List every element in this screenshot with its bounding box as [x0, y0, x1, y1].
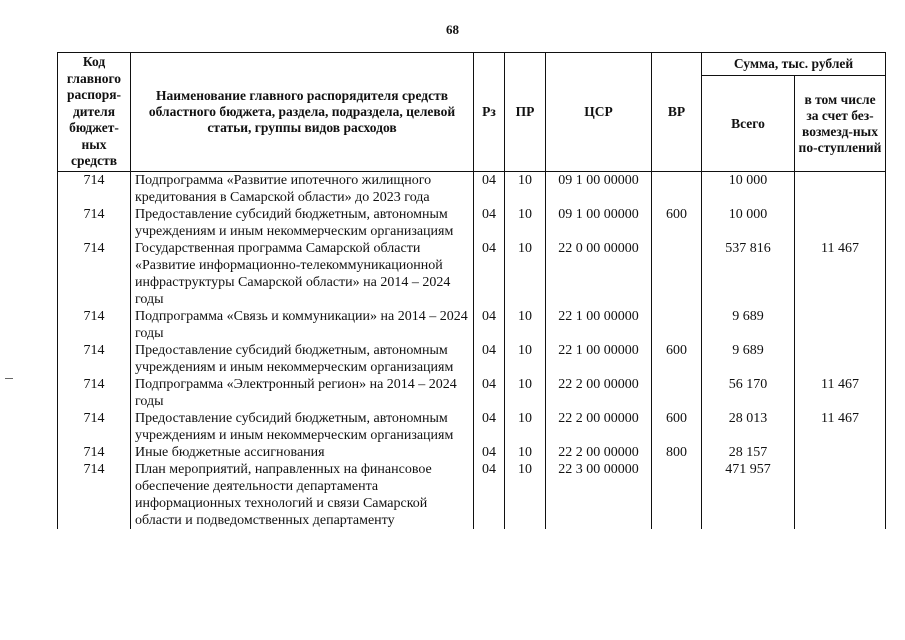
cell-csr: 22 1 00 00000 — [546, 342, 652, 376]
cell-total: 471 957 — [702, 461, 795, 529]
table-row — [58, 410, 886, 444]
cell-pr: 10 — [505, 308, 546, 342]
cell-code: 714 — [58, 172, 131, 207]
cell-incl — [795, 172, 886, 207]
table-row — [58, 308, 886, 342]
header-name: Наименование главного распорядителя средств областного бюджета, раздела, подраздела, целевой статьи, группы видов расходов — [131, 53, 474, 172]
header-pr: ПР — [505, 53, 546, 172]
cell-csr: 22 2 00 00000 — [546, 410, 652, 444]
cell-rz: 04 — [474, 461, 505, 529]
cell-incl — [795, 461, 886, 529]
cell-pr: 10 — [505, 240, 546, 308]
cell-code: 714 — [58, 461, 131, 529]
cell-rz: 04 — [474, 444, 505, 461]
cell-pr: 10 — [505, 206, 546, 240]
table-row — [58, 461, 886, 529]
budget-table — [57, 52, 886, 529]
header-incl: в том числе за счет без-возмезд-ных по-ступлений — [795, 76, 886, 172]
cell-csr: 22 0 00 00000 — [546, 240, 652, 308]
cell-pr: 10 — [505, 172, 546, 207]
cell-name: Предоставление субсидий бюджетным, автономным учреждениям и иным некоммерческим организациям — [131, 206, 474, 240]
cell-incl — [795, 308, 886, 342]
cell-rz: 04 — [474, 172, 505, 207]
cell-code: 714 — [58, 444, 131, 461]
cell-rz: 04 — [474, 308, 505, 342]
cell-name: Иные бюджетные ассигнования — [131, 444, 474, 461]
cell-name: Подпрограмма «Электронный регион» на 2014 – 2024 годы — [131, 376, 474, 410]
cell-incl — [795, 342, 886, 376]
cell-incl — [795, 444, 886, 461]
cell-rz: 04 — [474, 410, 505, 444]
cell-csr: 09 1 00 00000 — [546, 172, 652, 207]
cell-csr: 22 1 00 00000 — [546, 308, 652, 342]
header-code: Код главного распоря-дителя бюджет-ных средств — [58, 53, 131, 172]
cell-vr — [652, 461, 702, 529]
cell-vr: 800 — [652, 444, 702, 461]
header-total: Всего — [702, 76, 795, 172]
cell-total: 9 689 — [702, 308, 795, 342]
header-vr: ВР — [652, 53, 702, 172]
cell-pr: 10 — [505, 376, 546, 410]
cell-code: 714 — [58, 240, 131, 308]
cell-vr — [652, 172, 702, 207]
cell-vr: 600 — [652, 206, 702, 240]
cell-csr: 22 2 00 00000 — [546, 444, 652, 461]
header-csr: ЦСР — [546, 53, 652, 172]
cell-total: 10 000 — [702, 172, 795, 207]
header-sum: Сумма, тыс. рублей — [702, 53, 886, 76]
cell-code: 714 — [58, 410, 131, 444]
cell-code: 714 — [58, 308, 131, 342]
cell-total: 10 000 — [702, 206, 795, 240]
table-body — [58, 172, 886, 530]
cell-csr: 22 3 00 00000 — [546, 461, 652, 529]
cell-code: 714 — [58, 342, 131, 376]
cell-name: Подпрограмма «Развитие ипотечного жилищного кредитования в Самарской области» до 2023 года — [131, 172, 474, 207]
cell-incl: 11 467 — [795, 240, 886, 308]
cell-vr: 600 — [652, 410, 702, 444]
cell-rz: 04 — [474, 342, 505, 376]
table-row — [58, 172, 886, 207]
cell-incl: 11 467 — [795, 410, 886, 444]
cell-total: 28 157 — [702, 444, 795, 461]
margin-mark — [5, 378, 13, 379]
table-row — [58, 444, 886, 461]
cell-pr: 10 — [505, 461, 546, 529]
cell-rz: 04 — [474, 376, 505, 410]
cell-vr — [652, 240, 702, 308]
cell-code: 714 — [58, 206, 131, 240]
cell-csr: 22 2 00 00000 — [546, 376, 652, 410]
table-row — [58, 376, 886, 410]
table-row — [58, 240, 886, 308]
table-row — [58, 206, 886, 240]
cell-name: Подпрограмма «Связь и коммуникации» на 2014 – 2024 годы — [131, 308, 474, 342]
cell-code: 714 — [58, 376, 131, 410]
cell-vr — [652, 308, 702, 342]
cell-rz: 04 — [474, 206, 505, 240]
cell-incl — [795, 206, 886, 240]
cell-pr: 10 — [505, 444, 546, 461]
cell-pr: 10 — [505, 410, 546, 444]
cell-vr — [652, 376, 702, 410]
cell-name: Предоставление субсидий бюджетным, автономным учреждениям и иным некоммерческим организациям — [131, 410, 474, 444]
cell-total: 28 013 — [702, 410, 795, 444]
table-row — [58, 342, 886, 376]
header-rz: Рз — [474, 53, 505, 172]
cell-name: Предоставление субсидий бюджетным, автономным учреждениям и иным некоммерческим организациям — [131, 342, 474, 376]
cell-rz: 04 — [474, 240, 505, 308]
cell-name: Государственная программа Самарской области «Развитие информационно-телекоммуникационной инфраструктуры Самарской области» на 2014 – 2024 годы — [131, 240, 474, 308]
cell-incl: 11 467 — [795, 376, 886, 410]
cell-total: 9 689 — [702, 342, 795, 376]
cell-name: План мероприятий, направленных на финансовое обеспечение деятельности департамента информационных технологий и связи Самарской области и подведомственных департаменту — [131, 461, 474, 529]
page-number: 68 — [446, 22, 459, 37]
cell-csr: 09 1 00 00000 — [546, 206, 652, 240]
cell-vr: 600 — [652, 342, 702, 376]
cell-total: 537 816 — [702, 240, 795, 308]
cell-total: 56 170 — [702, 376, 795, 410]
cell-pr: 10 — [505, 342, 546, 376]
